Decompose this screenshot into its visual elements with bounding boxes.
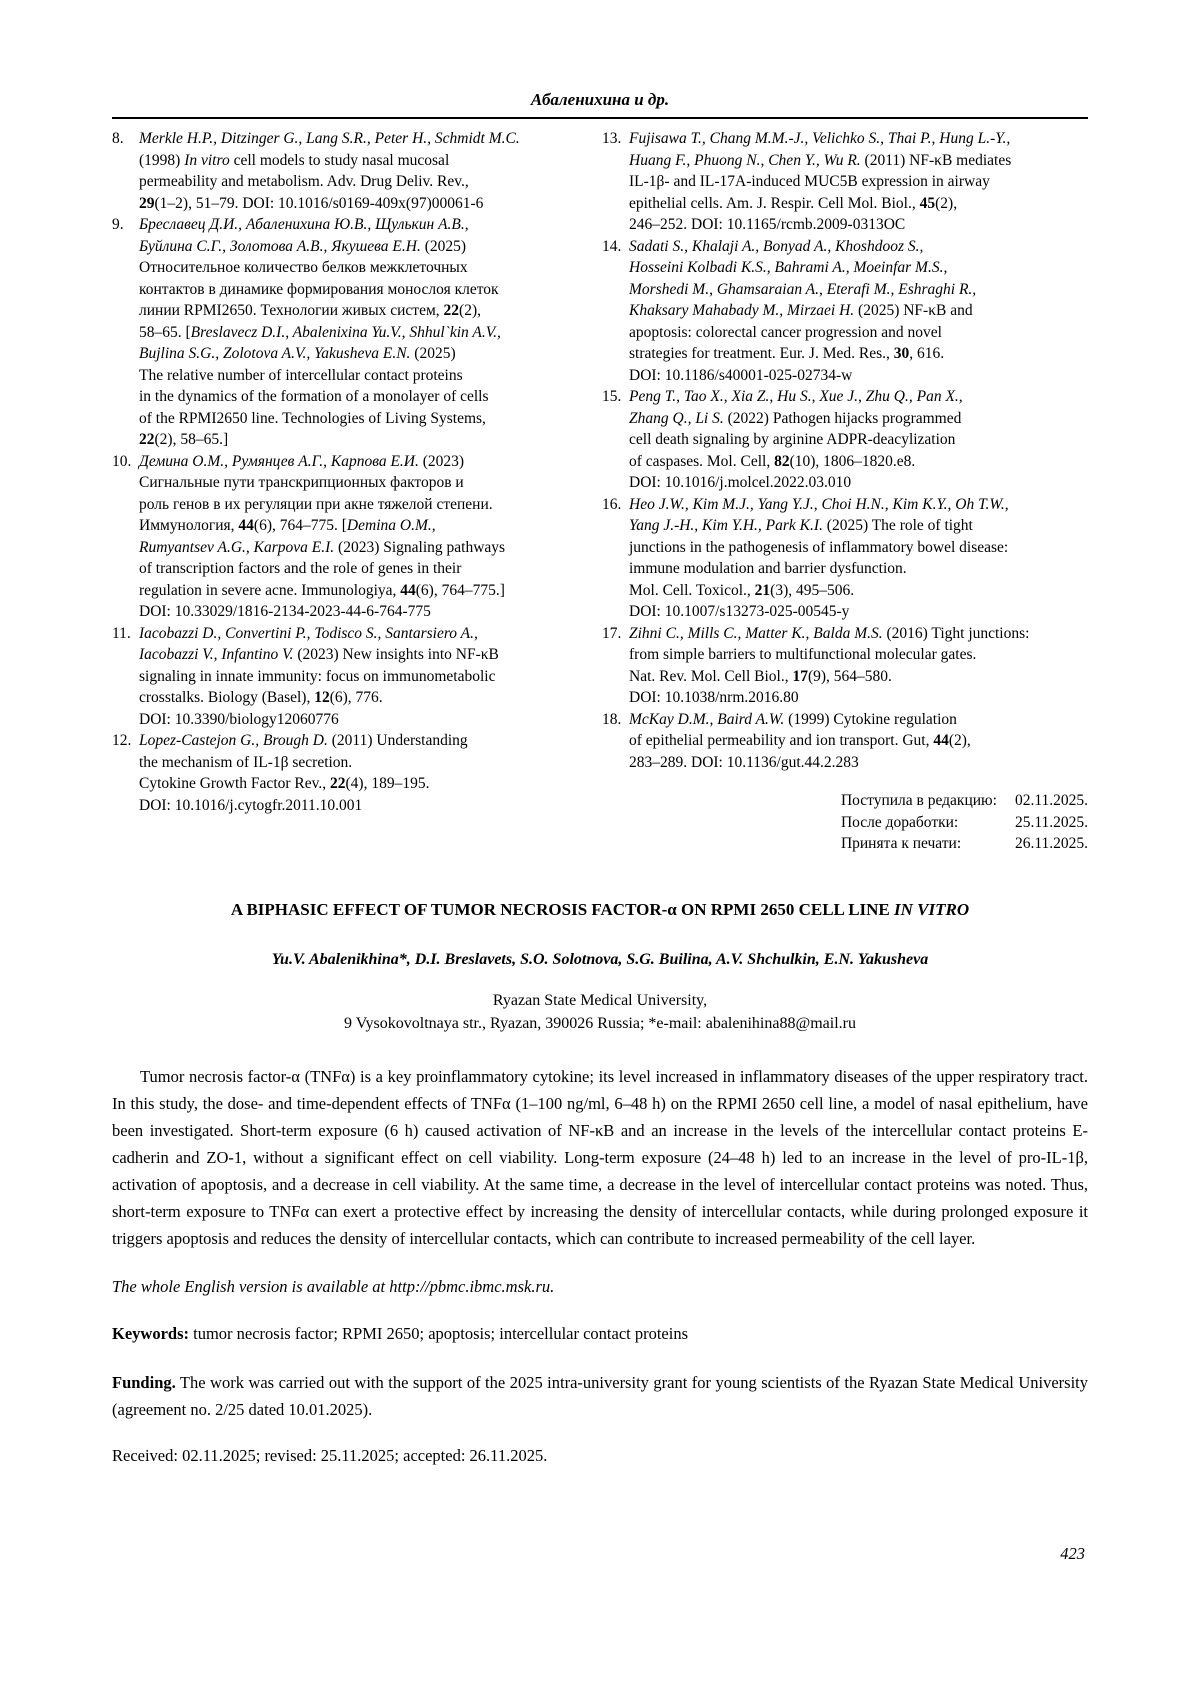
reference-line: Morshedi M., Ghamsaraian A., Eterafi M., Eshraghi R., xyxy=(629,280,977,298)
reference-line: Lopez-Castejon G., Brough D. (2011) Understanding xyxy=(139,732,468,749)
reference-line: of caspases. Mol. Cell, 82(10), 1806–1820.e8. xyxy=(629,452,916,470)
reference-line: контактов в динамике формирования монослоя клеток xyxy=(139,280,499,298)
reference-item xyxy=(602,386,1088,494)
submission-date-label: Поступила в редакцию: xyxy=(840,792,997,809)
reference-line: from simple barriers to multifunctional molecular gates. xyxy=(629,646,977,663)
reference-line: роль генов в их регуляции при акне тяжелой степени. xyxy=(139,495,493,513)
keywords-line xyxy=(112,1324,1088,1344)
reference-line: 283–289. DOI: 10.1136/gut.44.2.283 xyxy=(629,753,859,771)
reference-item xyxy=(602,128,1088,236)
reference-line: DOI: 10.3390/biology12060776 xyxy=(139,710,339,728)
reference-line: immune modulation and barrier dysfunction. xyxy=(629,560,907,577)
reference-line: 246–252. DOI: 10.1165/rcmb.2009-0313OC xyxy=(629,216,906,233)
reference-number: 18. xyxy=(602,710,622,728)
reference-line: Сигнальные пути транскрипционных факторов и xyxy=(139,474,464,491)
reference-number: 16. xyxy=(602,495,622,513)
reference-line: 29(1–2), 51–79. DOI: 10.1016/s0169-409x(97)00061-6 xyxy=(139,194,484,212)
reference-line: линии RPMI2650. Технологии живых систем, 22(2), xyxy=(139,302,481,319)
reference-line: Khaksary Mahabady M., Mirzaei H. (2025) NF-κB and xyxy=(629,302,973,319)
reference-line: DOI: 10.1038/nrm.2016.80 xyxy=(629,689,799,706)
reference-item xyxy=(112,451,580,623)
article-title: A BIPHASIC EFFECT OF TUMOR NECROSIS FACTOR-α ON RPMI 2650 CELL LINE IN VITRO xyxy=(230,899,970,919)
reference-line: Иммунология, 44(6), 764–775. [Demina O.M., xyxy=(139,517,436,534)
reference-line: 58–65. [Breslavecz D.I., Abalenixina Yu.V., Shhul`kin A.V., xyxy=(139,323,501,341)
references-column-right xyxy=(602,128,1088,855)
reference-line: Rumyantsev A.G., Karpova E.I. (2023) Signaling pathways xyxy=(139,538,506,556)
reference-number: 8. xyxy=(112,130,124,147)
reference-line: of epithelial permeability and ion transport. Gut, 44(2), xyxy=(629,732,971,749)
page-number: 423 xyxy=(1060,1544,1085,1563)
references-list-right xyxy=(602,128,1088,773)
reference-line: DOI: 10.1016/j.molcel.2022.03.010 xyxy=(629,474,852,491)
reference-line: Буйлина С.Г., Золотова А.В., Якушева Е.Н. (2025) xyxy=(139,237,467,255)
reference-line: Nat. Rev. Mol. Cell Biol., 17(9), 564–580. xyxy=(629,667,892,685)
reference-line: DOI: 10.33029/1816-2134-2023-44-6-764-775 xyxy=(139,603,431,620)
reference-line: signaling in innate immunity: focus on immunometabolic xyxy=(139,667,496,685)
reference-line: Mol. Cell. Toxicol., 21(3), 495–506. xyxy=(629,581,855,599)
reference-number: 12. xyxy=(112,732,132,749)
reference-line: Iacobazzi D., Convertini P., Todisco S., Santarsiero A., xyxy=(139,624,478,642)
reference-item xyxy=(112,214,580,451)
reference-line: Zihni C., Mills C., Matter K., Balda M.S. (2016) Tight junctions: xyxy=(629,624,1030,642)
reference-number: 11. xyxy=(112,624,131,642)
availability-note: The whole English version is available at http://pbmc.ibmc.msk.ru. xyxy=(112,1276,555,1296)
reference-line: junctions in the pathogenesis of inflammatory bowel disease: xyxy=(629,538,1009,556)
funding-label: Funding. xyxy=(112,1372,176,1392)
reference-item xyxy=(112,623,580,731)
reference-line: IL-1β- and IL-17A-induced MUC5B expression in airway xyxy=(629,173,990,190)
reference-line: strategies for treatment. Eur. J. Med. Res., 30, 616. xyxy=(629,345,945,362)
reference-line: of the RPMI2650 line. Technologies of Living Systems, xyxy=(139,409,486,427)
submission-date-value: 26.11.2025. xyxy=(1014,835,1088,852)
submission-date-value: 25.11.2025. xyxy=(1014,813,1088,831)
reference-line: permeability and metabolism. Adv. Drug Deliv. Rev., xyxy=(139,173,469,190)
submission-dates-block xyxy=(841,790,1088,855)
reference-item xyxy=(602,494,1088,623)
reference-number: 17. xyxy=(602,624,622,642)
reference-line: Относительное количество белков межклеточных xyxy=(139,259,468,276)
reference-line: Демина О.М., Румянцев А.Г., Карпова Е.И. (2023) xyxy=(139,452,465,470)
reference-line: Yang J.-H., Kim Y.H., Park K.I. (2025) The role of tight xyxy=(629,517,973,534)
reference-line: cell death signaling by arginine ADPR-deacylization xyxy=(629,431,956,448)
affiliation-line-2: 9 Vysokovoltnaya str., Ryazan, 390026 Russia; *e-mail: abalenihina88@mail.ru xyxy=(344,1014,856,1032)
submission-date-value: 02.11.2025. xyxy=(1014,792,1088,809)
reference-line: Peng T., Tao X., Xia Z., Hu S., Xue J., Zhu Q., Pan X., xyxy=(629,388,963,405)
funding-paragraph xyxy=(112,1369,1088,1423)
reference-line: Huang F., Phuong N., Chen Y., Wu R. (2011) NF-κB mediates xyxy=(629,151,1012,169)
reference-number: 15. xyxy=(602,388,622,405)
reference-item xyxy=(602,236,1088,387)
funding-text: The work was carried out with the support of the 2025 intra-university grant for young scientists of the Ryazan State Medical University (agreement no. 2/25 dated 10.01.2025). xyxy=(112,1372,1088,1419)
affiliation xyxy=(112,989,1088,1035)
authors-line: Yu.V. Abalenikhina*, D.I. Breslavets, S.O. Solotnova, S.G. Builina, A.V. Shchulkin, E.N. Yakusheva xyxy=(271,950,929,968)
reference-line: Merkle H.P., Ditzinger G., Lang S.R., Peter H., Schmidt M.C. xyxy=(139,130,520,147)
reference-line: of transcription factors and the role of genes in their xyxy=(139,560,462,577)
reference-line: in the dynamics of the formation of a monolayer of cells xyxy=(139,388,489,405)
header-rule xyxy=(112,117,1088,119)
reference-line: The relative number of intercellular contact proteins xyxy=(139,366,463,384)
keywords-label: Keywords: xyxy=(112,1323,189,1343)
reference-line: Cytokine Growth Factor Rev., 22(4), 189–195. xyxy=(139,775,430,792)
affiliation-line-1: Ryazan State Medical University, xyxy=(492,991,708,1009)
reference-line: DOI: 10.1007/s13273-025-00545-y xyxy=(629,603,850,620)
reference-line: regulation in severe acne. Immunologiya, 44(6), 764–775.] xyxy=(139,581,505,599)
reference-number: 9. xyxy=(112,216,124,233)
reference-line: Zhang Q., Li S. (2022) Pathogen hijacks programmed xyxy=(629,409,962,427)
reference-item xyxy=(602,709,1088,774)
references-column-left xyxy=(112,128,580,855)
reference-item xyxy=(602,623,1088,709)
reference-line: Hosseini Kolbadi K.S., Bahrami A., Moeinfar M.S., xyxy=(629,259,948,276)
submission-date-label: После доработки: xyxy=(840,813,959,831)
running-head: Абаленихина и др. xyxy=(530,90,670,109)
reference-line: (1998) In vitro cell models to study nasal mucosal xyxy=(139,151,450,169)
abstract-paragraph: Tumor necrosis factor-α (TNFα) is a key proinflammatory cytokine; its level increased in inflammatory diseases of the upper respiratory tract. In this study, the dose- and time-dependent effects of TNFα (1–100 ng/ml, 6–48 h) on the RPMI 2650 cell line, a model of nasal epithelium, have been investigated. Short-term exposure (6 h) caused activation of NF-κB and an increase in the levels of the intercellular contact proteins E-cadherin and ZO-1, without a significant effect on cell viability. Long-term exposure (24–48 h) led to an increase in the level of pro-IL-1β, activation of apoptosis, and a decrease in cell viability. At the same time, a decrease in the level of intercellular contact proteins was noted. Thus, short-term exposure to TNFα can exert a protective effect by increasing the density of intercellular contacts, while during prolonged exposure it triggers apoptosis and reduces the density of intercellular contacts, which can contribute to increased permeability of the cell layer. xyxy=(112,1066,1088,1248)
reference-line: Sadati S., Khalaji A., Bonyad A., Khoshdooz S., xyxy=(629,237,924,255)
reference-item xyxy=(112,730,580,816)
reference-line: McKay D.M., Baird A.W. (1999) Cytokine regulation xyxy=(629,710,957,728)
reference-line: Heo J.W., Kim M.J., Yang Y.J., Choi H.N., Kim K.Y., Oh T.W., xyxy=(629,495,1009,513)
reference-line: DOI: 10.1016/j.cytogfr.2011.10.001 xyxy=(139,796,363,814)
submission-date-label: Принята к печати: xyxy=(840,835,962,852)
keywords-text: tumor necrosis factor; RPMI 2650; apoptosis; intercellular contact proteins xyxy=(189,1323,689,1343)
reference-line: Бреславец Д.И., Абаленихина Ю.В., Щулькин А.В., xyxy=(139,216,469,233)
reference-number: 13. xyxy=(602,130,622,147)
reference-line: epithelial cells. Am. J. Respir. Cell Mol. Biol., 45(2), xyxy=(629,194,958,212)
reference-line: Bujlina S.G., Zolotova A.V., Yakusheva E.N. (2025) xyxy=(139,345,456,362)
reference-line: crosstalks. Biology (Basel), 12(6), 776. xyxy=(139,689,383,706)
reference-line: apoptosis: colorectal cancer progression and novel xyxy=(629,323,942,341)
received-line: Received: 02.11.2025; revised: 25.11.2025; accepted: 26.11.2025. xyxy=(112,1445,548,1465)
reference-line: 22(2), 58–65.] xyxy=(139,431,229,448)
reference-line: Iacobazzi V., Infantino V. (2023) New insights into NF-κB xyxy=(139,646,499,663)
reference-number: 14. xyxy=(602,237,622,255)
reference-number: 10. xyxy=(112,452,132,470)
references-section xyxy=(112,128,1088,855)
reference-item xyxy=(112,128,580,214)
reference-line: the mechanism of IL-1β secretion. xyxy=(139,753,353,771)
reference-line: Fujisawa T., Chang M.M.-J., Velichko S., Thai P., Hung L.-Y., xyxy=(629,130,1011,147)
reference-line: DOI: 10.1186/s40001-025-02734-w xyxy=(629,366,853,384)
